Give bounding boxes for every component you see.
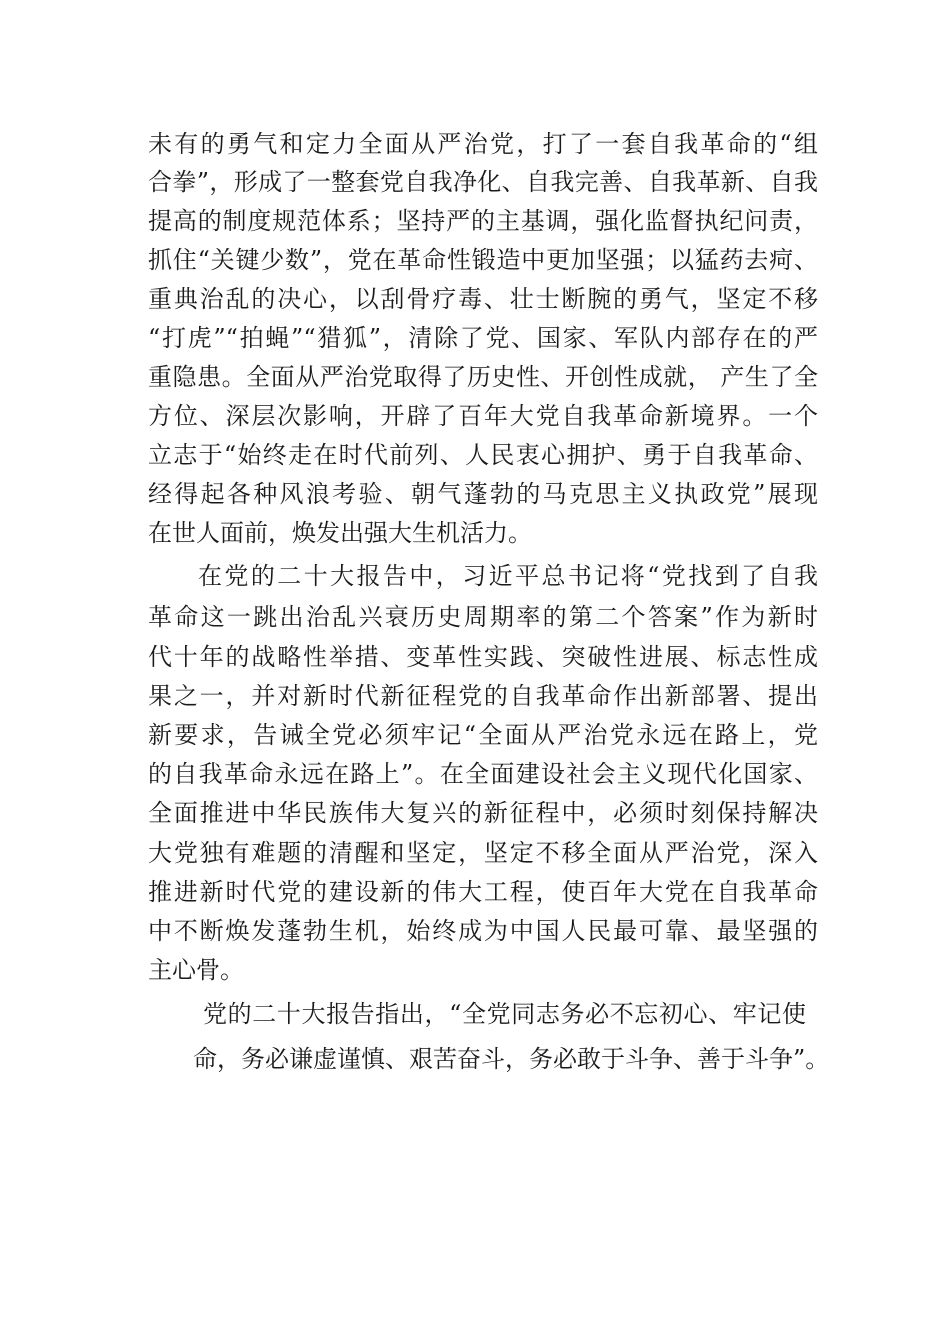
text-line-18: 全面推进中华民族伟大复兴的新征程中，必须时刻保持解决 bbox=[148, 799, 818, 827]
text-line-1: 未有的勇气和定力全面从严治党，打了一套自我革命的“组 bbox=[148, 130, 818, 158]
text-line-6: “打虎”“拍蝇”“猎狐”，清除了党、国家、军队内部存在的严 bbox=[148, 324, 818, 352]
text-line-7: 重隐患。全面从严治党取得了历史性、开创性成就， 产生了全 bbox=[148, 363, 818, 391]
text-line-14: 代十年的战略性举措、变革性实践、突破性进展、标志性成 bbox=[148, 643, 818, 671]
text-line-24: 命，务必谦虚谨慎、艰苦奋斗，务必敢于斗争、善于斗争”。 bbox=[193, 1045, 830, 1073]
text-line-20: 推进新时代党的建设新的伟大工程，使百年大党在自我革命 bbox=[148, 878, 818, 906]
text-line-22: 主心骨。 bbox=[148, 956, 244, 984]
text-line-4: 抓住“关键少数”，党在革命性锻造中更加坚强；以猛药去疴、 bbox=[148, 246, 818, 274]
text-line-8: 方位、深层次影响，开辟了百年大党自我革命新境界。一个 bbox=[148, 402, 818, 430]
text-line-12: 在党的二十大报告中，习近平总书记将“党找到了自我 bbox=[198, 562, 818, 590]
text-line-2: 合拳”，形成了一整套党自我净化、自我完善、自我革新、自我 bbox=[148, 168, 818, 196]
text-line-11: 在世人面前，焕发出强大生机活力。 bbox=[148, 519, 532, 547]
text-line-16: 新要求，告诫全党必须牢记“全面从严治党永远在路上，党 bbox=[148, 721, 818, 749]
text-line-13: 革命这一跳出治乱兴衰历史周期率的第二个答案”作为新时 bbox=[148, 603, 818, 631]
text-line-5: 重典治乱的决心，以刮骨疗毒、壮士断腕的勇气，坚定不移 bbox=[148, 285, 818, 313]
text-line-9: 立志于“始终走在时代前列、人民衷心拥护、勇于自我革命、 bbox=[148, 441, 818, 469]
text-line-15: 果之一，并对新时代新征程党的自我革命作出新部署、提出 bbox=[148, 682, 818, 710]
text-line-3: 提高的制度规范体系；坚持严的主基调，强化监督执纪问责， bbox=[148, 207, 818, 235]
text-line-23: 党的二十大报告指出，“全党同志务必不忘初心、牢记使 bbox=[203, 1000, 806, 1028]
text-line-17: 的自我革命永远在路上”。在全面建设社会主义现代化国家、 bbox=[148, 760, 818, 788]
text-line-19: 大党独有难题的清醒和坚定，坚定不移全面从严治党，深入 bbox=[148, 839, 818, 867]
text-line-21: 中不断焕发蓬勃生机，始终成为中国人民最可靠、最坚强的 bbox=[148, 917, 818, 945]
text-line-10: 经得起各种风浪考验、朝气蓬勃的马克思主义执政党”展现 bbox=[148, 480, 818, 508]
